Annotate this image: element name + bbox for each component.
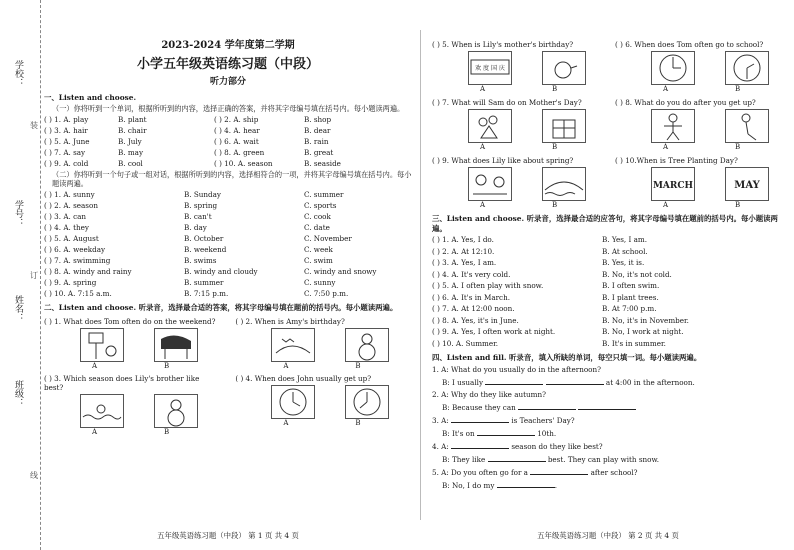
section-1-title: 一、Listen and choose. <box>44 93 137 102</box>
question-row: ( ) 1. A. Yes, I do. B. Yes, I am. <box>432 235 647 245</box>
exam-year-title: 2023-2024 学年度第二学期 <box>161 40 295 51</box>
page-footer: 五年级英语练习题（中段） 第 1 页 共 4 页 <box>157 530 299 540</box>
answer-blank[interactable] <box>451 441 509 449</box>
name-label: 姓名： <box>13 295 23 322</box>
snowman-picture <box>345 328 389 362</box>
question-2: ( ) 2. When is Amy's birthday? <box>235 316 345 326</box>
question-6: ( ) 6. When does Tom often go to school? <box>615 40 764 49</box>
answer-blank[interactable] <box>485 377 543 385</box>
class-label: 班级： <box>13 380 23 407</box>
answer-blank[interactable] <box>530 467 588 475</box>
autumn-scene-picture <box>271 328 315 362</box>
section-4-title: 四、Listen and fill. 听录音，填入所缺的单词，每空只填一词。每小题读两遍。 <box>432 352 702 362</box>
exam-title: 小学五年级英语练习题（中段） <box>136 56 319 72</box>
national-day-picture <box>468 51 512 85</box>
answer-blank[interactable] <box>578 402 636 410</box>
answer-blank[interactable] <box>451 415 509 423</box>
cut-mark: 装 <box>30 121 38 130</box>
clock-picture <box>651 51 695 85</box>
section-3-title: 三、Listen and choose. 听录音，选择最合适的应答句，将其字母编号填在题前的括号内。每小题读两遍。 <box>432 214 778 233</box>
swimming-picture <box>80 394 124 428</box>
section-4-items: 1. A: What do you usually do in the afternoon? B: I usually at 4:00 in the afternoon. 2. A: Why do they like autumn? B: Because they can 3. A: is Teachers' Day? B: It's on 10th. 4. A: season do they like best? B: They like best. They can play with snow. 5. A: Do you often go for a after school? B: No, I do my . <box>432 365 784 490</box>
question-8: ( ) 8. What do you do after you get up? <box>615 97 756 107</box>
piano-picture <box>154 328 198 362</box>
page-2 <box>432 0 784 550</box>
fill-question-5: 5. A: Do you often go for a after school? <box>432 468 638 477</box>
question-row: ( ) 8. A. windy and rainy B. windy and cloudy C. windy and snowy <box>44 267 377 277</box>
question-row: ( ) 3. A. can B. can't C. cook <box>44 212 331 222</box>
may-text: MAY <box>734 179 760 191</box>
binding-margin <box>0 0 41 550</box>
question-row: ( ) 9. A. Yes, I often work at night. B. No, I work at night. <box>432 327 684 337</box>
section-1-part-2-instructions: （二）你将听到一个句子或一组对话，根据所听到的内容，选择相符合的一项，并将其字母编号填在括号内。每小题读两遍。 <box>52 170 412 189</box>
answer-blank[interactable] <box>497 480 555 488</box>
question-row: ( ) 8. A. Yes, it's in June. B. No, it's in November. <box>432 315 689 325</box>
question-row: ( ) 5. A. August B. October C. November <box>44 234 352 244</box>
question-row: ( ) 7. A. swimming B. swims C. swim <box>44 256 333 266</box>
option-b: B <box>164 361 170 370</box>
picture-question-row: ( ) 7. What will Sam do on Mother's Day? A B ( ) 8. What do you do after you get up? A B <box>432 98 784 152</box>
clock-picture <box>271 385 315 419</box>
answer-blank[interactable] <box>518 402 576 410</box>
page-divider <box>420 30 421 520</box>
question-row: ( ) 5. A. I often play with snow. B. I often swim. <box>432 281 660 291</box>
picture-question-row: ( ) 3. Which season does Lily's brother like best? A B ( ) 4. When does John usually get up? A B <box>44 374 412 437</box>
question-row: ( ) 7. A. say B. may ( ) 8. A. green B. great <box>44 148 334 158</box>
question-row: ( ) 7. A. At 12:00 noon. B. At 7:00 p.m. <box>432 304 657 314</box>
question-5: ( ) 5. When is Lily's mother's birthday? <box>432 40 574 49</box>
question-row: ( ) 1. A. sunny B. Sunday C. summer <box>44 190 344 200</box>
morning-exercise-picture <box>651 109 695 143</box>
fill-question-1: 1. A: What do you usually do in the afternoon? <box>432 365 601 374</box>
answer-blank[interactable] <box>546 377 604 385</box>
answer-blank[interactable] <box>488 454 546 462</box>
fill-question-4: 4. A: season do they like best? <box>432 442 603 451</box>
question-7: ( ) 7. What will Sam do on Mother's Day? <box>432 97 582 107</box>
question-3: ( ) 3. Which season does Lily's brother like best? <box>44 374 200 393</box>
question-row: ( ) 5. A. June B. July ( ) 6. A. wait B. rain <box>44 137 329 147</box>
page-1 <box>44 0 412 550</box>
listening-section-title: 听力部分 <box>209 76 246 87</box>
question-row: ( ) 10. A. Summer. B. It's in summer. <box>432 338 666 348</box>
playing-child-picture <box>725 109 769 143</box>
section-1-part-1-items <box>44 115 412 168</box>
bridge-scene-picture <box>542 167 586 201</box>
clock-picture <box>725 51 769 85</box>
question-10: ( ) 10.When is Tree Planting Day? <box>615 155 738 165</box>
question-row: ( ) 3. A. Yes, I am. B. Yes, it is. <box>432 258 645 268</box>
question-row: ( ) 2. A. season B. spring C. sports <box>44 201 337 211</box>
question-row: ( ) 9. A. spring B. summer C. sunny <box>44 278 336 288</box>
may-sign-picture <box>725 167 769 201</box>
question-row: ( ) 10. A. 7:15 a.m. B. 7:15 p.m. C. 7:50 p.m. <box>44 289 349 299</box>
march-sign-picture <box>651 167 695 201</box>
flowers-picture <box>468 109 512 143</box>
section-1-part-2-items <box>44 190 412 298</box>
march-text: MARCH <box>653 180 694 191</box>
question-4: ( ) 4. When does John usually get up? <box>235 374 372 384</box>
section-1-part-1-instructions: （一）你将听到一个单词，根据所听到的内容，选择正确的答案，并将其字母编号填在括号内。每小题读两遍。 <box>52 104 405 114</box>
question-row: ( ) 4. A. they B. day C. date <box>44 223 330 233</box>
question-row: ( ) 6. A. It's in March. B. I plant trees. <box>432 292 659 302</box>
answer-blank[interactable] <box>477 428 535 436</box>
question-9: ( ) 9. What does Lily like about spring? <box>432 155 574 165</box>
cut-mark: 订 <box>30 271 38 280</box>
basketball-picture <box>80 328 124 362</box>
cut-mark: 线 <box>30 471 38 480</box>
section-2-title: 二、Listen and choose. 听录音，选择最合适的答案，将其字母编号填在题前的括号内。每小题读两遍。 <box>44 303 398 313</box>
question-1: ( ) 1. What does Tom often do on the weekend? <box>44 316 216 326</box>
section-3-items <box>432 235 784 348</box>
school-label: 学校： <box>13 60 23 87</box>
spring-picnic-picture <box>468 167 512 201</box>
question-row: ( ) 2. A. At 12:10. B. At school. <box>432 246 648 256</box>
question-row: ( ) 6. A. weekday B. weekend C. week <box>44 245 333 255</box>
question-row: ( ) 4. A. It's very cold. B. No, it's not cold. <box>432 269 672 279</box>
clock-picture <box>345 385 389 419</box>
question-row: ( ) 1. A. play B. plant ( ) 2. A. ship B. shop <box>44 115 332 125</box>
question-row: ( ) 9. A. cold B. cool ( ) 10. A. season B. seaside <box>44 159 341 169</box>
gift-box-picture <box>542 109 586 143</box>
question-row: ( ) 3. A. hair B. chair ( ) 4. A. hear B. dear <box>44 126 331 136</box>
number-label: 学号： <box>13 200 23 227</box>
picture-question-row: ( ) 1. What does Tom often do on the weekend? A B ( ) 2. When is Amy's birthday? A B <box>44 317 412 371</box>
option-a: A <box>92 361 98 370</box>
national-day-text: 欢 度 国 庆 <box>475 65 505 72</box>
snowman-picture <box>154 394 198 428</box>
fill-question-3: 3. A: is Teachers' Day? <box>432 416 575 425</box>
picture-question-row: ( ) 9. What does Lily like about spring? A B ( ) 10.When is Tree Planting Day? MARCH MAY A B <box>432 156 784 210</box>
birthday-bird-picture <box>542 51 586 85</box>
fill-question-2: 2. A: Why do they like autumn? <box>432 390 546 399</box>
picture-question-row: ( ) 5. When is Lily's mother's birthday? 欢 度 国 庆 A B ( ) 6. When does Tom often go to school? A B <box>432 40 784 94</box>
page-footer: 五年级英语练习题（中段） 第 2 页 共 4 页 <box>537 530 679 540</box>
